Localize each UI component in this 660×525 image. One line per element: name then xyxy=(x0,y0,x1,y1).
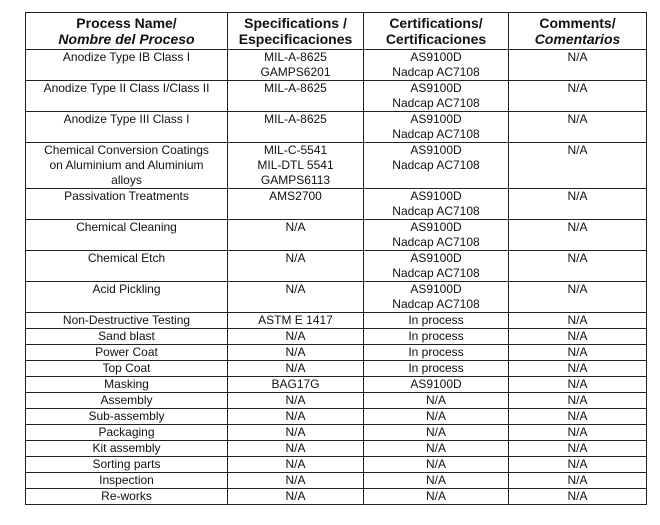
cert-text: In process xyxy=(408,329,464,343)
cert-cell xyxy=(364,329,509,345)
process-text: Power Coat xyxy=(95,345,158,359)
cert-cell xyxy=(364,345,509,361)
cert-header xyxy=(364,13,509,50)
spec-text: N/A xyxy=(285,425,306,439)
cert-text: N/A xyxy=(425,473,446,487)
table-row xyxy=(26,81,647,112)
comments-cell xyxy=(509,112,647,143)
cert-cell xyxy=(364,251,509,282)
process-table-container xyxy=(25,12,646,505)
process-cell xyxy=(26,361,228,377)
comments-text: N/A xyxy=(567,251,588,265)
process-text: on Aluminium and Aluminium xyxy=(49,158,204,172)
process-text: alloys xyxy=(111,173,142,187)
table-row xyxy=(26,425,647,441)
cert-text: AS9100D xyxy=(410,112,462,126)
comments-text: N/A xyxy=(567,425,588,439)
process-cell xyxy=(26,329,228,345)
cert-text: AS9100D xyxy=(410,251,462,265)
process-text: Chemical Etch xyxy=(87,251,166,265)
comments-text: N/A xyxy=(567,112,588,126)
process-text: Masking xyxy=(104,377,149,391)
comments-text: N/A xyxy=(567,473,588,487)
process-text: Anodize Type II Class I/Class II xyxy=(43,81,210,95)
spec-text: N/A xyxy=(285,282,306,296)
spec-text: MIL-DTL 5541 xyxy=(257,158,334,172)
cert-cell xyxy=(364,489,509,505)
process-text: Chemical Conversion Coatings xyxy=(44,143,209,157)
spec-cell xyxy=(228,251,364,282)
comments-cell xyxy=(509,393,647,409)
comments-cell xyxy=(509,377,647,393)
table-body xyxy=(26,50,647,505)
comments-text: N/A xyxy=(567,441,588,455)
process-cell xyxy=(26,441,228,457)
process-text: Kit assembly xyxy=(92,441,161,455)
cert-cell xyxy=(364,112,509,143)
process-cell xyxy=(26,489,228,505)
comments-text: N/A xyxy=(567,282,588,296)
cert-text: N/A xyxy=(425,457,446,471)
cert-text: AS9100D xyxy=(410,189,462,203)
process-header xyxy=(26,13,228,50)
cert-cell xyxy=(364,313,509,329)
table-row xyxy=(26,393,647,409)
spec-cell xyxy=(228,457,364,473)
cert-text: Nadcap AC7108 xyxy=(392,158,480,172)
spec-text: MIL-A-8625 xyxy=(264,81,327,95)
spec-cell xyxy=(228,189,364,220)
cert-text: Nadcap AC7108 xyxy=(392,204,480,218)
cert-text: N/A xyxy=(425,489,446,503)
comments-cell xyxy=(509,441,647,457)
spec-text: MIL-C-5541 xyxy=(263,143,328,157)
process-cell xyxy=(26,313,228,329)
process-cell xyxy=(26,189,228,220)
cert-text: AS9100D xyxy=(410,81,462,95)
process-cell xyxy=(26,81,228,112)
comments-cell xyxy=(509,81,647,112)
comments-cell xyxy=(509,313,647,329)
table-row xyxy=(26,189,647,220)
spec-text: N/A xyxy=(285,457,306,471)
cert-cell xyxy=(364,409,509,425)
table-row xyxy=(26,50,647,81)
comments-text: N/A xyxy=(567,489,588,503)
comments-header-en: Comments/ xyxy=(539,15,616,31)
process-cell xyxy=(26,282,228,313)
spec-cell xyxy=(228,489,364,505)
process-cell xyxy=(26,409,228,425)
process-text: Inspection xyxy=(99,473,154,487)
process-cell xyxy=(26,425,228,441)
comments-cell xyxy=(509,282,647,313)
table-row xyxy=(26,473,647,489)
spec-cell xyxy=(228,409,364,425)
spec-text: N/A xyxy=(285,329,306,343)
comments-text: N/A xyxy=(567,189,588,203)
cert-text: AS9100D xyxy=(410,377,462,391)
process-cell xyxy=(26,251,228,282)
comments-header xyxy=(509,13,647,50)
process-header-es: Nombre del Proceso xyxy=(58,31,195,47)
cert-text: N/A xyxy=(425,441,446,455)
process-text: Non-Destructive Testing xyxy=(62,313,191,327)
spec-text: N/A xyxy=(285,345,306,359)
spec-text: GAMPS6201 xyxy=(260,65,331,79)
cert-text: In process xyxy=(408,345,464,359)
table-row xyxy=(26,409,647,425)
process-cell xyxy=(26,457,228,473)
table-row xyxy=(26,441,647,457)
comments-text: N/A xyxy=(567,457,588,471)
table-row xyxy=(26,313,647,329)
cert-cell xyxy=(364,361,509,377)
spec-cell xyxy=(228,50,364,81)
table-row xyxy=(26,361,647,377)
process-cell xyxy=(26,112,228,143)
spec-cell xyxy=(228,220,364,251)
process-text: Sand blast xyxy=(98,329,155,343)
comments-cell xyxy=(509,143,647,189)
table-row xyxy=(26,282,647,313)
process-text: Top Coat xyxy=(102,361,151,375)
table-row xyxy=(26,251,647,282)
spec-text: N/A xyxy=(285,251,306,265)
process-text: Assembly xyxy=(100,393,153,407)
cert-cell xyxy=(364,393,509,409)
spec-text: GAMPS6113 xyxy=(260,173,331,187)
cert-text: AS9100D xyxy=(410,220,462,234)
spec-text: MIL-A-8625 xyxy=(264,112,327,126)
comments-cell xyxy=(509,361,647,377)
table-row xyxy=(26,489,647,505)
comments-text: N/A xyxy=(567,329,588,343)
spec-cell xyxy=(228,345,364,361)
spec-cell xyxy=(228,393,364,409)
comments-header-es: Comentarios xyxy=(534,31,621,47)
process-text: Packaging xyxy=(98,425,155,439)
spec-text: N/A xyxy=(285,441,306,455)
spec-text: N/A xyxy=(285,489,306,503)
cert-cell xyxy=(364,425,509,441)
spec-cell xyxy=(228,361,364,377)
spec-cell xyxy=(228,143,364,189)
spec-cell xyxy=(228,329,364,345)
comments-cell xyxy=(509,489,647,505)
spec-cell xyxy=(228,282,364,313)
spec-header-es: Especificaciones xyxy=(238,31,353,47)
spec-text: MIL-A-8625 xyxy=(264,50,327,64)
process-text: Anodize Type III Class I xyxy=(63,112,190,126)
table-row xyxy=(26,377,647,393)
spec-header xyxy=(228,13,364,50)
spec-text: N/A xyxy=(285,393,306,407)
process-text: Acid Pickling xyxy=(92,282,161,296)
process-cell xyxy=(26,143,228,189)
comments-cell xyxy=(509,345,647,361)
comments-text: N/A xyxy=(567,409,588,423)
table-header-row xyxy=(26,13,647,50)
table-row xyxy=(26,457,647,473)
process-cell xyxy=(26,393,228,409)
process-text: Sorting parts xyxy=(92,457,161,471)
comments-cell xyxy=(509,189,647,220)
cert-cell xyxy=(364,143,509,189)
table-row xyxy=(26,112,647,143)
comments-text: N/A xyxy=(567,313,588,327)
cert-text: Nadcap AC7108 xyxy=(392,297,480,311)
process-text: Passivation Treatments xyxy=(64,189,189,203)
cert-text: Nadcap AC7108 xyxy=(392,266,480,280)
table-row xyxy=(26,345,647,361)
cert-text: N/A xyxy=(425,409,446,423)
cert-cell xyxy=(364,282,509,313)
spec-cell xyxy=(228,313,364,329)
spec-text: AMS2700 xyxy=(269,189,322,203)
cert-text: AS9100D xyxy=(410,50,462,64)
cert-text: Nadcap AC7108 xyxy=(392,127,480,141)
comments-cell xyxy=(509,425,647,441)
comments-text: N/A xyxy=(567,220,588,234)
cert-text: N/A xyxy=(425,393,446,407)
cert-text: N/A xyxy=(425,425,446,439)
spec-cell xyxy=(228,112,364,143)
comments-text: N/A xyxy=(567,361,588,375)
process-cell xyxy=(26,377,228,393)
process-table xyxy=(25,12,647,505)
cert-cell xyxy=(364,473,509,489)
spec-text: N/A xyxy=(285,409,306,423)
cert-cell xyxy=(364,220,509,251)
cert-cell xyxy=(364,441,509,457)
spec-text: BAG17G xyxy=(271,377,320,391)
comments-cell xyxy=(509,473,647,489)
comments-text: N/A xyxy=(567,393,588,407)
cert-header-es: Certificaciones xyxy=(385,31,487,47)
cert-text: AS9100D xyxy=(410,282,462,296)
comments-cell xyxy=(509,329,647,345)
comments-text: N/A xyxy=(567,81,588,95)
process-header-en: Process Name/ xyxy=(76,15,177,31)
spec-cell xyxy=(228,425,364,441)
cert-text: In process xyxy=(408,361,464,375)
cert-header-en: Certifications/ xyxy=(389,15,483,31)
cert-cell xyxy=(364,50,509,81)
cert-text: Nadcap AC7108 xyxy=(392,235,480,249)
spec-text: N/A xyxy=(285,220,306,234)
spec-text: N/A xyxy=(285,473,306,487)
comments-cell xyxy=(509,457,647,473)
spec-text: ASTM E 1417 xyxy=(258,313,333,327)
cert-cell xyxy=(364,189,509,220)
process-text: Sub-assembly xyxy=(88,409,165,423)
comments-text: N/A xyxy=(567,377,588,391)
spec-text: N/A xyxy=(285,361,306,375)
comments-cell xyxy=(509,50,647,81)
comments-text: N/A xyxy=(567,345,588,359)
spec-cell xyxy=(228,441,364,457)
process-text: Anodize Type IB Class I xyxy=(62,50,191,64)
cert-text: Nadcap AC7108 xyxy=(392,96,480,110)
comments-text: N/A xyxy=(567,50,588,64)
comments-text: N/A xyxy=(567,143,588,157)
table-row xyxy=(26,329,647,345)
cert-cell xyxy=(364,377,509,393)
process-cell xyxy=(26,345,228,361)
spec-header-en: Specifications / xyxy=(244,15,347,31)
comments-cell xyxy=(509,409,647,425)
cert-text: In process xyxy=(408,313,464,327)
comments-cell xyxy=(509,220,647,251)
spec-cell xyxy=(228,473,364,489)
spec-cell xyxy=(228,377,364,393)
table-row xyxy=(26,220,647,251)
process-text: Re-works xyxy=(101,489,152,503)
cert-text: Nadcap AC7108 xyxy=(392,65,480,79)
spec-cell xyxy=(228,81,364,112)
process-cell xyxy=(26,50,228,81)
comments-cell xyxy=(509,251,647,282)
process-cell xyxy=(26,220,228,251)
process-cell xyxy=(26,473,228,489)
cert-cell xyxy=(364,457,509,473)
cert-text: AS9100D xyxy=(410,143,462,157)
process-text: Chemical Cleaning xyxy=(76,220,177,234)
table-row xyxy=(26,143,647,189)
cert-cell xyxy=(364,81,509,112)
